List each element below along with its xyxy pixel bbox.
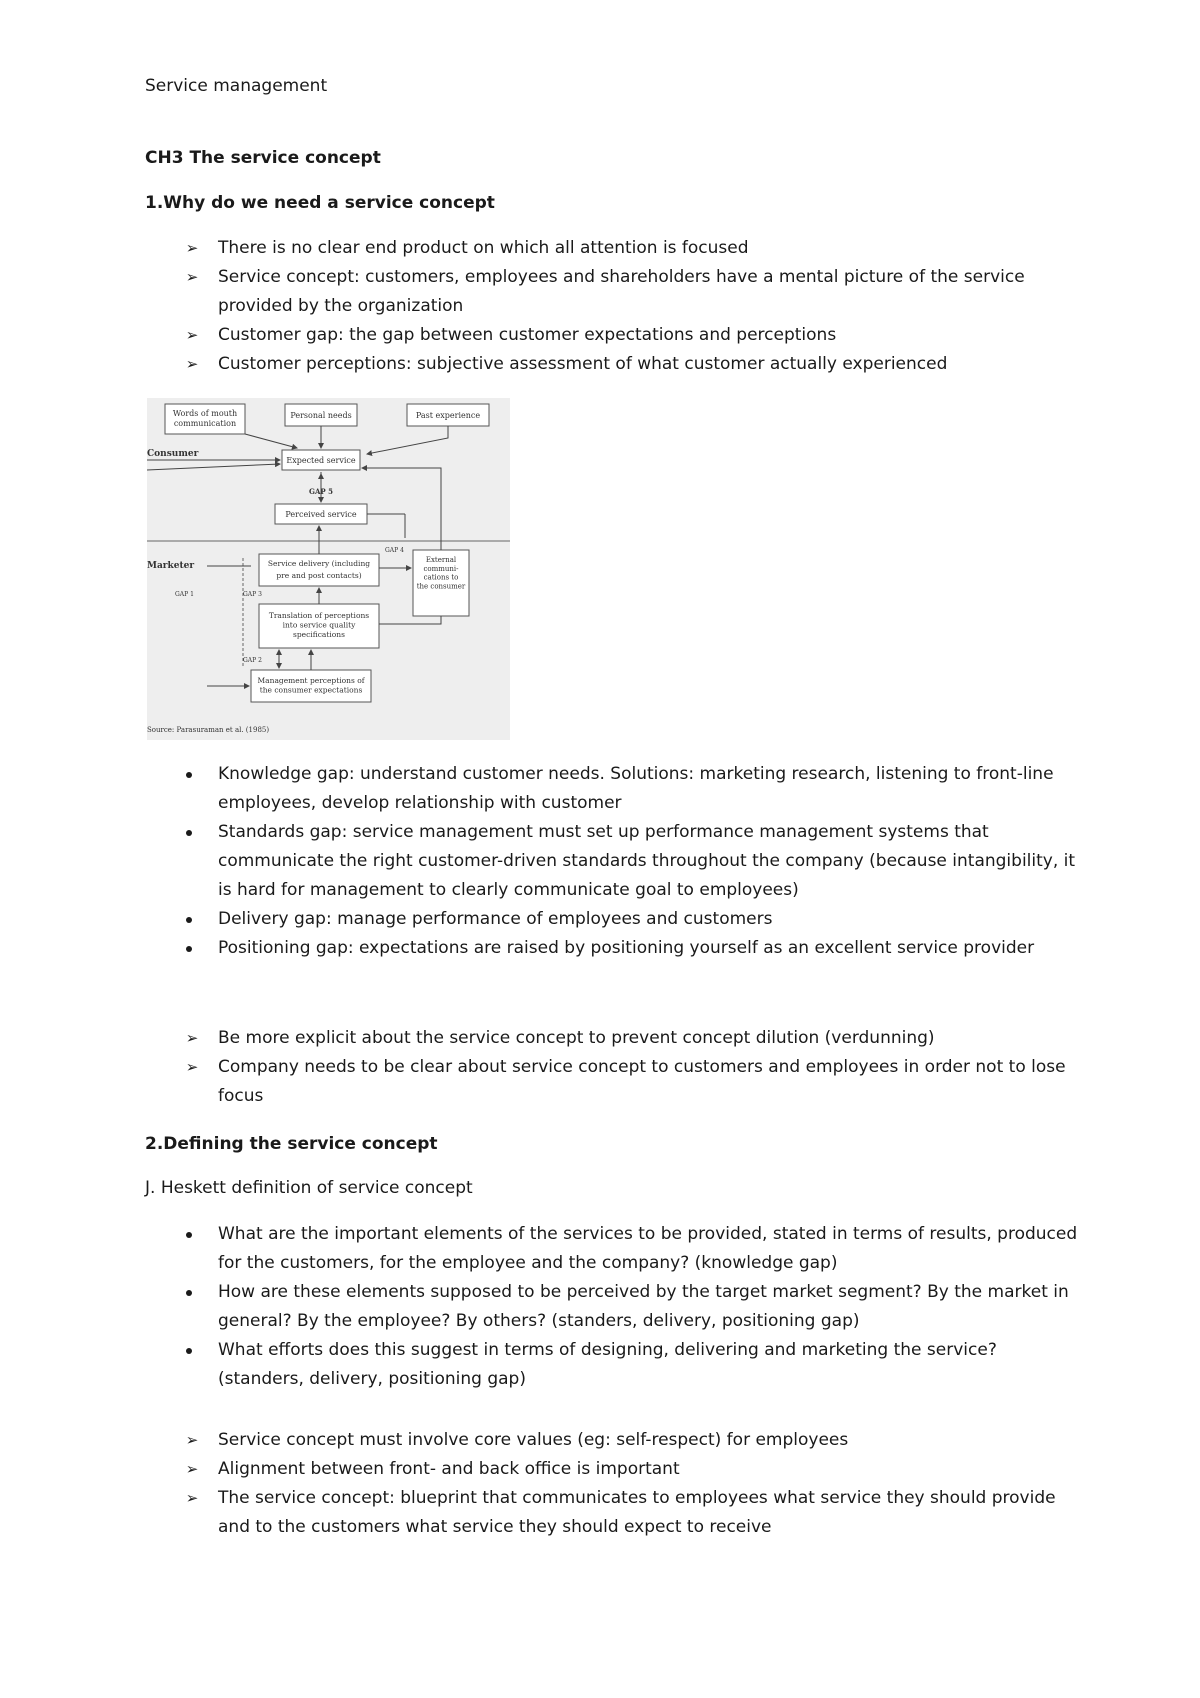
arrow-bullet-icon: ➢: [185, 1058, 199, 1076]
bullet-dot-icon: [186, 1232, 192, 1238]
source-label: Source: Parasuraman et al. (1985): [147, 726, 270, 734]
list-item: ➢ Company needs to be clear about service concept to customers and employees in order not to lose focus: [180, 1053, 1080, 1111]
service-delivery-label: Service delivery (including: [267, 559, 371, 568]
gap4-label: GAP 4: [385, 547, 404, 554]
gap1-label: GAP 1: [175, 591, 194, 598]
arrow-bullet-icon: ➢: [185, 268, 199, 286]
external-comm-label: External communi-cations to the consumer: [416, 556, 466, 591]
arrow-bullet-icon: ➢: [185, 239, 199, 257]
list-item: ➢ Customer gap: the gap between customer expectations and perceptions: [180, 321, 1080, 350]
list-item: ➢ Be more explicit about the service concept to prevent concept dilution (verdunning): [180, 1024, 1080, 1053]
service-delivery-label-2: pre and post contacts): [276, 571, 362, 580]
list-item: How are these elements supposed to be perceived by the target market segment? By the market in general? By the employee? By others? (standers, delivery, positioning gap): [180, 1278, 1080, 1336]
bullet-dot-icon: [186, 1290, 192, 1296]
heskett-bullet-list: [180, 1220, 1080, 1394]
perceived-service-label: Perceived service: [285, 510, 357, 519]
past-experience-label: Past experience: [415, 411, 481, 420]
bullet-dot-icon: [186, 1348, 192, 1354]
list-item: ➢ Service concept: customers, employees and shareholders have a mental picture of the service provided by the organization: [180, 263, 1080, 321]
arrow-list-c: [180, 1426, 1080, 1542]
gap3-label: GAP 3: [243, 591, 262, 598]
gap-model-diagram: [147, 398, 510, 740]
expected-service-label: Expected service: [286, 456, 356, 465]
bullet-dot-icon: [186, 946, 192, 952]
list-item: Standards gap: service management must set up performance management systems that communicate the right customer-driven standards throughout the company (because intangibility, it is hard for management to clearly communicate goal to employees): [180, 818, 1080, 905]
arrow-list-b: [180, 1024, 1080, 1111]
bullet-dot-icon: [186, 772, 192, 778]
section-heading-2: 2.Defining the service concept: [145, 1134, 438, 1154]
arrow-list-a: [180, 234, 1080, 379]
arrow-bullet-icon: ➢: [185, 1431, 199, 1449]
list-item: Delivery gap: manage performance of employees and customers: [180, 905, 1080, 934]
personal-needs-label: Personal needs: [290, 411, 352, 420]
arrow-bullet-icon: ➢: [185, 355, 199, 373]
section-heading-1: 1.Why do we need a service concept: [145, 193, 495, 213]
gap2-label: GAP 2: [243, 657, 262, 664]
list-item: ➢ The service concept: blueprint that communicates to employees what service they should provide and to the customers what service they should expect to receive: [180, 1484, 1080, 1542]
marketer-label: Marketer: [147, 561, 195, 571]
list-item: Positioning gap: expectations are raised by positioning yourself as an excellent service provider: [180, 934, 1080, 963]
word-of-mouth-label: Words of mouth communication: [172, 409, 238, 428]
document-header: Service management: [145, 76, 328, 96]
list-item: ➢ Customer perceptions: subjective assessment of what customer actually experienced: [180, 350, 1080, 379]
arrow-bullet-icon: ➢: [185, 1489, 199, 1507]
translation-label: Translation of perceptions into service quality specifications: [268, 611, 370, 639]
arrow-bullet-icon: ➢: [185, 1029, 199, 1047]
gap5-label: GAP 5: [309, 487, 333, 496]
list-item: ➢ There is no clear end product on which all attention is focused: [180, 234, 1080, 263]
arrow-bullet-icon: ➢: [185, 326, 199, 344]
bullet-dot-icon: [186, 917, 192, 923]
arrow-bullet-icon: ➢: [185, 1460, 199, 1478]
chapter-title: CH3 The service concept: [145, 148, 381, 168]
consumer-label: Consumer: [147, 449, 199, 459]
list-item: ➢ Alignment between front- and back office is important: [180, 1455, 1080, 1484]
management-perceptions-label: Management perceptions of the consumer expectations: [257, 676, 365, 695]
gap-bullet-list: [180, 760, 1080, 963]
list-item: ➢ Service concept must involve core values (eg: self-respect) for employees: [180, 1426, 1080, 1455]
list-item: Knowledge gap: understand customer needs. Solutions: marketing research, listening to front-line employees, develop relationship with customer: [180, 760, 1080, 818]
list-item: What are the important elements of the services to be provided, stated in terms of results, produced for the customers, for the employee and the company? (knowledge gap): [180, 1220, 1080, 1278]
section-subheading: J. Heskett definition of service concept: [145, 1178, 473, 1198]
list-item: What efforts does this suggest in terms of designing, delivering and marketing the service? (standers, delivery, positioning gap): [180, 1336, 1080, 1394]
bullet-dot-icon: [186, 830, 192, 836]
